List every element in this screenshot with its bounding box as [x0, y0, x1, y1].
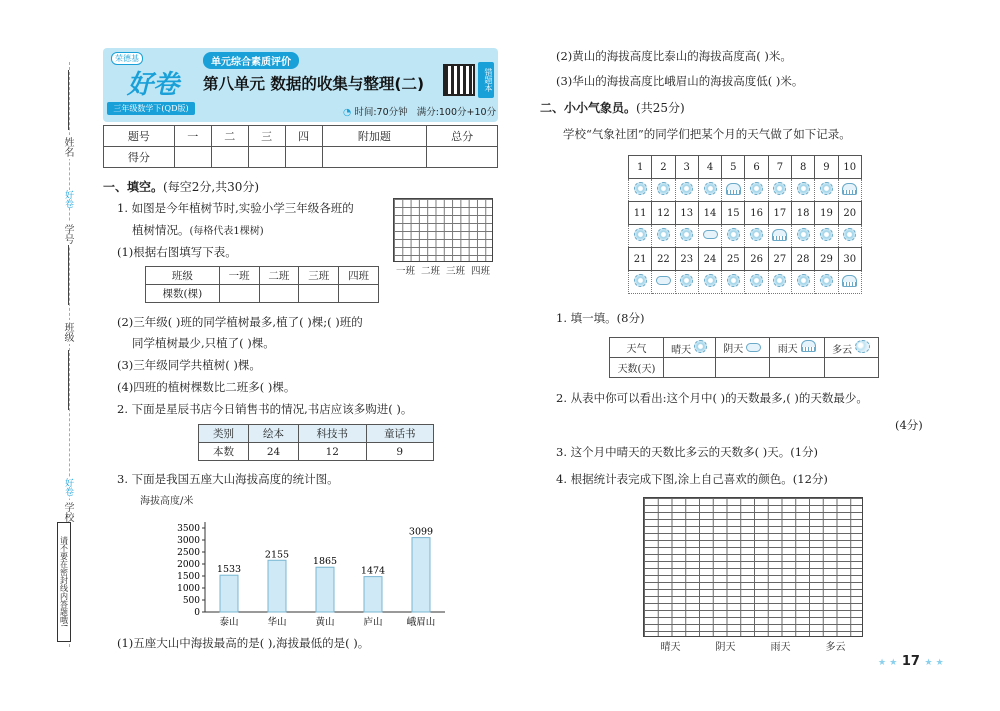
sun-icon [750, 274, 763, 287]
sun-icon [773, 274, 786, 287]
bar-value-label: 1865 [312, 556, 338, 568]
y-tick-label: 2000 [177, 560, 200, 570]
bar [316, 567, 334, 612]
unit-header [103, 48, 498, 122]
sun-icon [750, 228, 763, 241]
calendar-weather [745, 271, 768, 294]
wx-count-cell[interactable] [770, 358, 824, 378]
section2-note: (共25分) [636, 101, 685, 115]
book-table [198, 424, 434, 461]
wx-q1 [556, 310, 644, 326]
calendar-weather [815, 179, 838, 202]
rain-icon [726, 183, 741, 195]
tree-table [145, 266, 379, 303]
calendar-day: 17 [768, 202, 791, 225]
bar-value-label: 2155 [264, 549, 290, 561]
student-id-label: 学号 [62, 224, 73, 244]
star-icon: ★ ★ [878, 658, 898, 668]
sun-icon [820, 274, 833, 287]
brand-logo: 好卷 [127, 70, 180, 100]
bar [268, 560, 286, 612]
sun-icon [727, 274, 740, 287]
calendar-day: 28 [792, 248, 815, 271]
section2-title-text: 二、小小气象员。 [540, 101, 637, 115]
weather-grid-chart[interactable] [643, 497, 863, 637]
sun-icon [797, 228, 810, 241]
wx-q1-text: 1. 填一填。 [556, 311, 617, 325]
wx-table-label: 天气 [610, 338, 664, 358]
sun-icon [634, 228, 647, 241]
calendar-day: 14 [698, 202, 721, 225]
x-tick-label: 华山 [267, 617, 287, 628]
calendar-day: 3 [675, 156, 698, 179]
calendar-day: 8 [792, 156, 815, 179]
calendar-weather [698, 179, 721, 202]
calendar-weather [629, 179, 652, 202]
score-cell[interactable] [285, 147, 322, 168]
calendar-day: 10 [838, 156, 861, 179]
partly-cloudy-icon [855, 340, 870, 353]
grid-label: 晴天 [660, 642, 681, 653]
wx-q4: 4. 根据统计表完成下图,涂上自己喜欢的颜色。(12分) [556, 472, 828, 486]
section1-note: (每空2分,共30分) [163, 180, 260, 194]
section1-title-text: 一、填空。 [103, 180, 164, 194]
page-title: 第八单元 数据的收集与整理(二) [203, 75, 425, 93]
calendar-day: 2 [652, 156, 675, 179]
calendar-day: 29 [815, 248, 838, 271]
calendar-day: 15 [722, 202, 745, 225]
weather-grid-labels [643, 638, 863, 653]
calendar-day: 4 [698, 156, 721, 179]
bar-value-label: 1533 [216, 564, 242, 576]
sun-icon [773, 182, 786, 195]
calendar-day: 12 [652, 202, 675, 225]
calendar-day: 19 [815, 202, 838, 225]
tree-table-row-label: 棵数(棵) [146, 285, 220, 303]
sun-icon [657, 228, 670, 241]
class-label: 班级 [62, 322, 73, 342]
wx-q2-score: (4分) [895, 418, 923, 432]
score-header: 四 [285, 126, 322, 147]
calendar-weather [815, 271, 838, 294]
rain-icon [842, 183, 857, 195]
sun-icon [704, 274, 717, 287]
tree-label: 一班 [395, 266, 415, 277]
calendar-weather [745, 225, 768, 248]
calendar-weather [698, 271, 721, 294]
mountain-height-chart [165, 492, 450, 632]
calendar-weather [722, 225, 745, 248]
calendar-weather-row [629, 179, 862, 202]
score-header: 二 [211, 126, 248, 147]
rain-icon [772, 229, 787, 241]
tree-label: 三班 [445, 266, 465, 277]
calendar-weather [675, 225, 698, 248]
score-header: 附加题 [322, 126, 427, 147]
cloud-icon [656, 276, 671, 285]
tree-label: 四班 [470, 266, 490, 277]
tree-table-header: 二班 [259, 267, 299, 285]
calendar-weather [838, 271, 861, 294]
sun-icon [634, 274, 647, 287]
calendar-day-row [629, 248, 862, 271]
tree-table-header: 四班 [339, 267, 379, 285]
wx-type-label: 晴天 [671, 344, 692, 356]
star-icon: ★ ★ [924, 658, 944, 668]
calendar-weather [768, 271, 791, 294]
student-id-field[interactable] [68, 245, 69, 305]
wx-count-cell[interactable] [824, 358, 878, 378]
sun-icon [680, 228, 693, 241]
wx-type-cloudy [824, 338, 878, 358]
wx-count-cell[interactable] [663, 358, 715, 378]
sun-icon [680, 274, 693, 287]
calendar-day: 25 [722, 248, 745, 271]
tree-label: 二班 [420, 266, 440, 277]
q3-sub2: (2)黄山的海拔高度比泰山的海拔高度高( )米。 [556, 49, 792, 63]
book-count: 9 [366, 443, 434, 461]
exam-time: 时间:70分钟 [354, 107, 408, 118]
y-tick-label: 1000 [177, 584, 200, 594]
calendar-day-row [629, 202, 862, 225]
tree-count-cell[interactable] [259, 285, 299, 303]
calendar-weather [792, 271, 815, 294]
page-number-text: 17 [901, 654, 920, 669]
wx-type-label: 多云 [832, 344, 853, 356]
q1-sub4: (4)四班的植树棵数比二班多( )棵。 [117, 380, 296, 394]
calendar-weather [722, 271, 745, 294]
error-book-tag: 错题本 [478, 62, 494, 98]
calendar-weather [652, 225, 675, 248]
calendar-weather [768, 179, 791, 202]
calendar-day: 16 [745, 202, 768, 225]
sun-icon [634, 182, 647, 195]
calendar-day: 23 [675, 248, 698, 271]
calendar-weather [675, 179, 698, 202]
score-table [103, 125, 498, 168]
q2-text: 2. 下面是星辰书店今日销售书的情况,书店应该多购进( )。 [117, 402, 413, 416]
wx-q3: 3. 这个月中晴天的天数比多云的天数多( )天。(1分) [556, 445, 819, 459]
calendar-day: 13 [675, 202, 698, 225]
calendar-day: 24 [698, 248, 721, 271]
calendar-weather [768, 225, 791, 248]
calendar-weather [838, 225, 861, 248]
q3-sub3: (3)华山的海拔高度比峨眉山的海拔高度低( )米。 [556, 74, 804, 88]
cloud-icon [746, 343, 761, 352]
book-table-row-label: 本数 [199, 443, 249, 461]
sun-icon [657, 182, 670, 195]
book-table-header: 童话书 [366, 425, 434, 443]
tree-table-header: 一班 [219, 267, 259, 285]
clock-icon: ◔ [343, 107, 352, 118]
section1-title [103, 178, 259, 195]
wx-type-overcast [715, 338, 769, 358]
bar-value-label: 3099 [408, 526, 434, 538]
q1-line2 [132, 222, 264, 238]
class-field[interactable] [68, 350, 69, 410]
calendar-weather [792, 225, 815, 248]
score-header: 一 [174, 126, 211, 147]
calendar-weather [629, 225, 652, 248]
exam-info [343, 104, 496, 118]
calendar-day: 5 [722, 156, 745, 179]
score-cell[interactable] [248, 147, 285, 168]
name-label: 姓名 [62, 137, 73, 157]
calendar-weather [838, 179, 861, 202]
grid-label: 阴天 [715, 642, 736, 653]
y-tick-label: 2500 [177, 548, 200, 558]
calendar-day: 30 [838, 248, 861, 271]
calendar-day: 7 [768, 156, 791, 179]
calendar-day: 20 [838, 202, 861, 225]
x-tick-label: 黄山 [315, 617, 335, 628]
publisher-badge: 荣德基 [111, 52, 143, 65]
wx-q2: 2. 从表中你可以看出:这个月中( )的天数最多,( )的天数最少。 [556, 391, 868, 405]
qr-code-icon[interactable] [443, 64, 475, 96]
x-tick-label: 峨眉山 [406, 617, 436, 628]
cloud-icon [703, 230, 718, 239]
tree-count-cell[interactable] [219, 285, 259, 303]
calendar-weather-row [629, 225, 862, 248]
sun-icon [820, 228, 833, 241]
calendar-weather [722, 179, 745, 202]
calendar-day: 21 [629, 248, 652, 271]
book-table-header: 类别 [199, 425, 249, 443]
score-header: 总分 [427, 126, 498, 147]
grid-label: 多云 [825, 642, 846, 653]
book-table-header: 科技书 [299, 425, 367, 443]
calendar-weather [792, 179, 815, 202]
q3-sub1: (1)五座大山中海拔最高的是( ),海拔最低的是( )。 [117, 636, 370, 650]
margin-logo: 好卷 [63, 190, 73, 208]
wx-count-cell[interactable] [715, 358, 769, 378]
tree-count-cell[interactable] [339, 285, 379, 303]
q1-sub2-line1: (2)三年级( )班的同学植树最多,植了( )棵;( )班的 [117, 315, 363, 329]
weather-count-table [609, 337, 879, 378]
tree-table-header: 三班 [299, 267, 339, 285]
calendar-weather [629, 271, 652, 294]
book-table-header: 绘本 [249, 425, 299, 443]
grid-label: 雨天 [770, 642, 791, 653]
chart-ylabel: 海拔高度/米 [140, 496, 194, 507]
calendar-day: 1 [629, 156, 652, 179]
exam-score: 满分:100分+10分 [416, 107, 497, 118]
calendar-day: 27 [768, 248, 791, 271]
sun-icon [680, 182, 693, 195]
q1-sub1: (1)根据右图填写下表。 [117, 245, 237, 259]
bar [364, 577, 382, 612]
evaluation-tag: 单元综合素质评价 [203, 52, 299, 69]
q1-line1: 1. 如图是今年植树节时,实验小学三年级各班的 [117, 201, 354, 215]
bar [412, 538, 430, 612]
calendar-day: 11 [629, 202, 652, 225]
wx-type-label: 雨天 [777, 344, 798, 355]
sun-icon [704, 182, 717, 195]
calendar-day: 9 [815, 156, 838, 179]
calendar-weather [698, 225, 721, 248]
calendar-weather [745, 179, 768, 202]
x-tick-label: 庐山 [363, 617, 383, 628]
book-count: 24 [249, 443, 299, 461]
sun-icon [843, 228, 856, 241]
calendar-day: 18 [792, 202, 815, 225]
sun-icon [694, 340, 707, 353]
grade-badge: 三年级数学下(QD版) [107, 102, 195, 115]
book-count: 12 [299, 443, 367, 461]
sun-icon [727, 228, 740, 241]
score-row-label: 得分 [104, 147, 175, 168]
calendar-weather-row [629, 271, 862, 294]
rain-icon [842, 275, 857, 287]
tree-table-header: 班级 [146, 267, 220, 285]
wx-type-label: 阴天 [723, 344, 744, 355]
q1-note: (每格代表1棵树) [189, 226, 264, 237]
calendar-weather [815, 225, 838, 248]
weather-calendar [628, 155, 862, 294]
wx-type-rain [770, 338, 824, 358]
page-number [878, 654, 944, 669]
section2-title [540, 99, 685, 116]
calendar-weather [652, 179, 675, 202]
bar-value-label: 1474 [360, 565, 386, 577]
wx-type-sunny [663, 338, 715, 358]
q3-text: 3. 下面是我国五座大山海拔高度的统计图。 [117, 472, 339, 486]
weather-intro: 学校“气象社团”的同学们把某个月的天气做了如下记录。 [563, 127, 851, 141]
x-tick-label: 泰山 [219, 617, 239, 628]
tree-grid-chart [393, 198, 493, 262]
q1-line2-text: 植树情况。 [132, 223, 190, 237]
calendar-weather [652, 271, 675, 294]
sun-icon [750, 182, 763, 195]
y-tick-label: 3500 [177, 524, 200, 534]
y-tick-label: 0 [194, 608, 200, 618]
score-header: 题号 [104, 126, 175, 147]
score-cell[interactable] [174, 147, 211, 168]
score-cell[interactable] [427, 147, 498, 168]
rain-icon [801, 340, 816, 352]
calendar-day: 22 [652, 248, 675, 271]
brand-box [105, 50, 197, 120]
calendar-day: 26 [745, 248, 768, 271]
sun-icon [797, 274, 810, 287]
school-label: 学校 [62, 502, 73, 522]
tree-grid-lines [394, 199, 492, 261]
calendar-weather [675, 271, 698, 294]
name-field[interactable] [68, 70, 69, 130]
wx-q1-note: (8分) [616, 311, 645, 325]
y-tick-label: 500 [182, 596, 200, 606]
calendar-day: 6 [745, 156, 768, 179]
score-header: 三 [248, 126, 285, 147]
tree-count-cell[interactable] [299, 285, 339, 303]
score-cell[interactable] [322, 147, 427, 168]
sun-icon [797, 182, 810, 195]
q1-sub3: (3)三年级同学共植树( )棵。 [117, 358, 261, 372]
seal-warning: 请不要在密封线内答题哦! [57, 522, 71, 642]
wx-table-row-label: 天数(天) [610, 358, 664, 378]
y-tick-label: 3000 [177, 536, 200, 546]
tree-chart-labels [393, 263, 493, 277]
margin-logo-2: 好卷 [63, 478, 73, 496]
bar [220, 575, 238, 612]
sun-icon [820, 182, 833, 195]
q1-sub2-line2: 同学植树最少,只植了( )棵。 [132, 336, 275, 350]
y-tick-label: 1500 [177, 572, 200, 582]
score-cell[interactable] [211, 147, 248, 168]
calendar-day-row [629, 156, 862, 179]
